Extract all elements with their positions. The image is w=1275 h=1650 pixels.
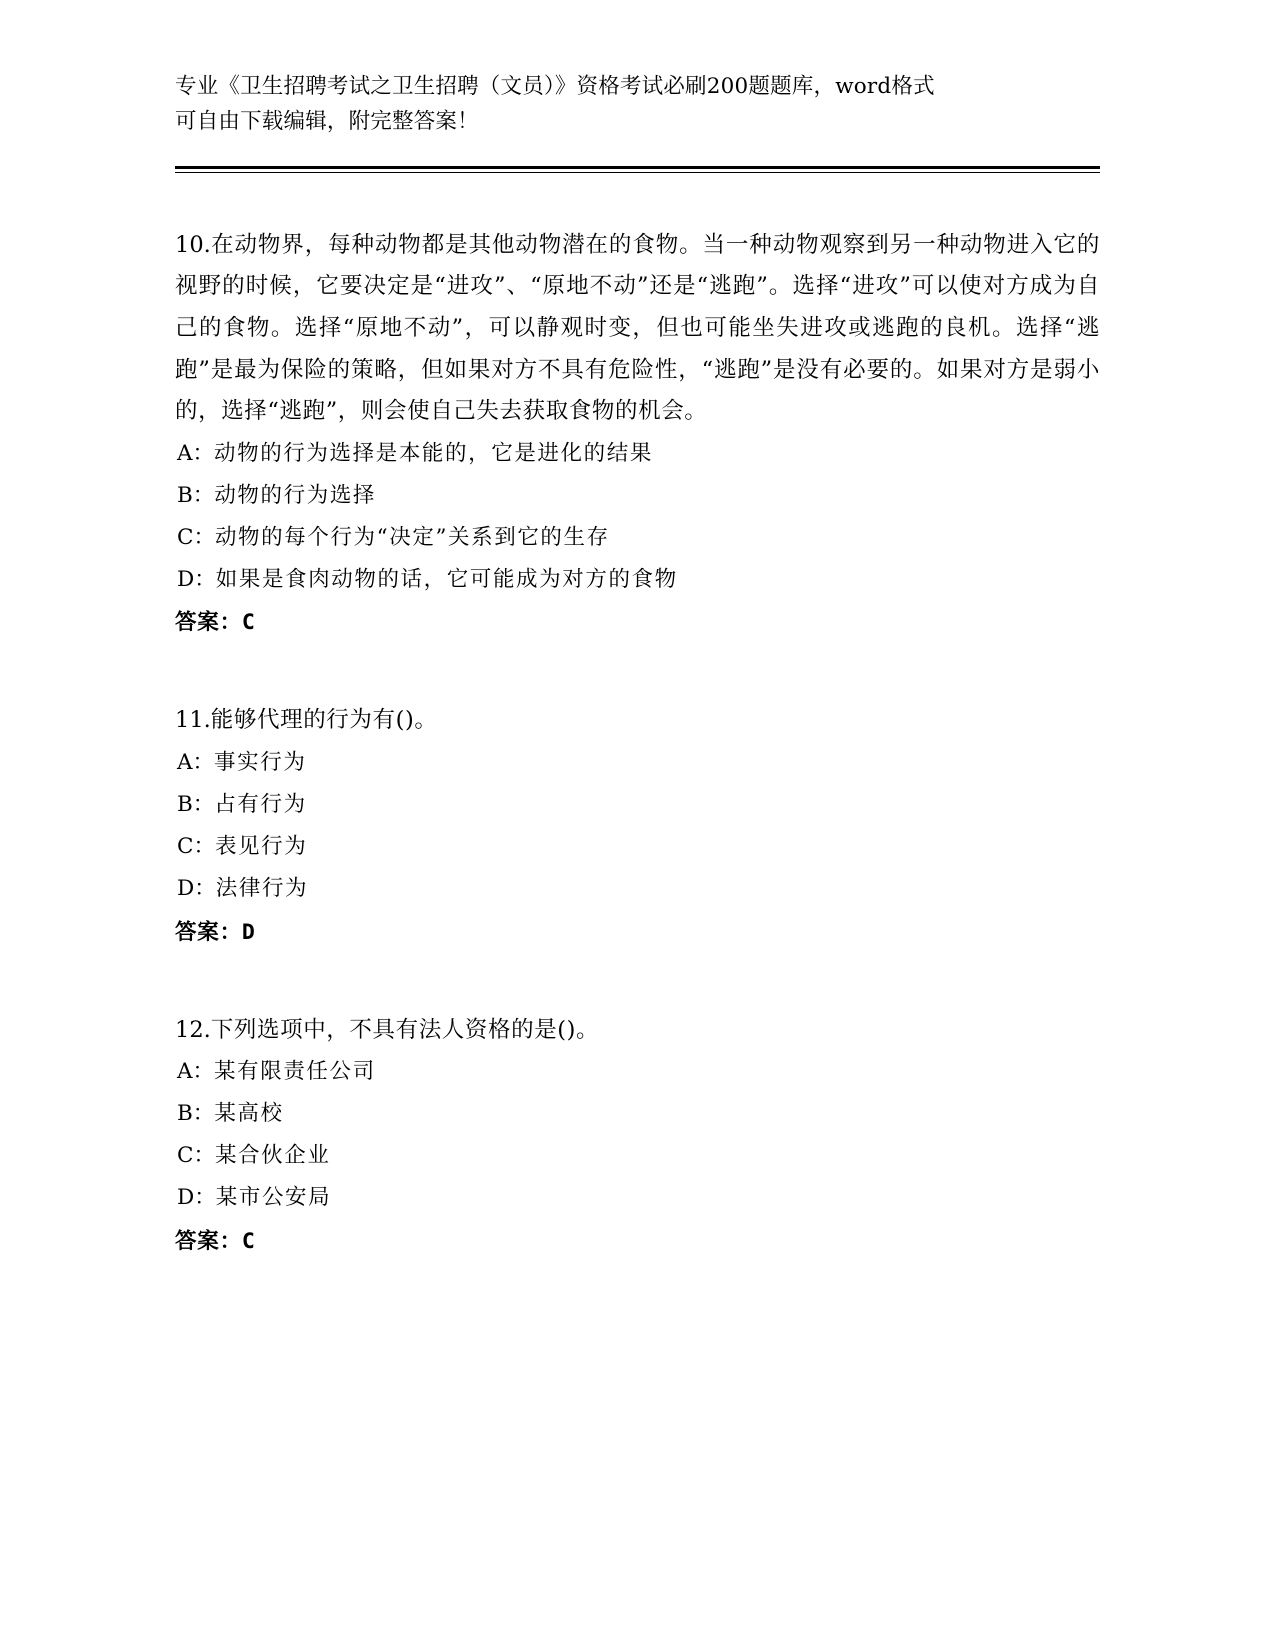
option-text: 动物的每个行为“决定”关系到它的生存 [214, 524, 610, 550]
question-block [175, 225, 1100, 645]
option-label: C： [177, 524, 215, 550]
option-text: 如果是食肉动物的话，它可能成为对方的食物 [215, 566, 678, 592]
question-number: 10. [175, 231, 211, 258]
document-header [175, 70, 1100, 140]
question-number: 11. [175, 707, 211, 734]
option-text: 法律行为 [215, 875, 309, 901]
answer-line [175, 1221, 1100, 1263]
option-b [175, 784, 1100, 826]
option-label: D： [177, 1185, 216, 1211]
option-label: C： [177, 1143, 215, 1169]
option-a [175, 742, 1100, 784]
option-label: B： [177, 1101, 215, 1127]
option-text: 某合伙企业 [214, 1143, 331, 1169]
answer-label: 答案： [175, 919, 242, 945]
option-c [175, 517, 1100, 559]
question-text: 下列选项中，不具有法人资格的是()。 [210, 1016, 600, 1043]
option-label: B： [177, 791, 215, 817]
option-text: 某市公安局 [215, 1185, 332, 1211]
answer-value: C [241, 610, 255, 636]
option-label: A： [177, 1059, 215, 1085]
option-a [175, 1051, 1100, 1093]
question-number: 12. [175, 1016, 211, 1043]
answer-label: 答案： [175, 610, 242, 636]
question-block [175, 1010, 1100, 1263]
option-label: C： [177, 833, 215, 859]
question-stem [175, 700, 1100, 742]
option-b [175, 1093, 1100, 1135]
option-label: D： [177, 566, 216, 592]
option-text: 占有行为 [214, 791, 307, 817]
option-text: 动物的行为选择 [214, 482, 377, 508]
option-label: A： [177, 750, 215, 776]
option-a [175, 433, 1100, 475]
header-line-1: 专业《卫生招聘考试之卫生招聘（文员）》资格考试必刷200题题库，word格式 [175, 74, 935, 99]
header-line-2: 可自由下载编辑，附完整答案！ [175, 108, 479, 134]
option-text: 动物的行为选择是本能的，它是进化的结果 [214, 440, 653, 466]
option-text: 表见行为 [214, 833, 308, 859]
question-stem [175, 1010, 1100, 1052]
option-c [175, 1135, 1100, 1177]
header-divider [175, 166, 1100, 173]
option-d [175, 1177, 1100, 1219]
question-text: 在动物界，每种动物都是其他动物潜在的食物。当一种动物观察到另一种动物进入它的视野的时候，它要决定是“进攻”、“原地不动”还是“逃跑”。选择“进攻”可以使对方成为自己的食物。选择“原地不动”，可以静观时变，但也可能坐失进攻或逃跑的良机。选择“逃跑”是最为保险的策略，但如果对方不具有危险性，“逃跑”是没有必要的。如果对方是弱小的，选择“逃跑”，则会使自己失去获取食物的机会。 [175, 231, 1100, 425]
answer-line [175, 912, 1100, 954]
questions-container [175, 225, 1100, 1263]
option-label: B： [177, 482, 215, 508]
option-b [175, 475, 1100, 517]
answer-line [175, 602, 1100, 644]
option-label: A： [177, 440, 215, 466]
question-stem [175, 225, 1100, 433]
option-d [175, 868, 1100, 910]
answer-value: C [241, 1228, 255, 1254]
answer-label: 答案： [175, 1228, 242, 1254]
option-text: 事实行为 [214, 750, 307, 776]
answer-value: D [241, 919, 255, 945]
option-label: D： [177, 875, 216, 901]
option-c [175, 826, 1100, 868]
question-text: 能够代理的行为有()。 [210, 707, 438, 734]
option-text: 某高校 [214, 1101, 284, 1127]
question-block [175, 700, 1100, 953]
option-text: 某有限责任公司 [214, 1059, 376, 1085]
option-d [175, 559, 1100, 601]
